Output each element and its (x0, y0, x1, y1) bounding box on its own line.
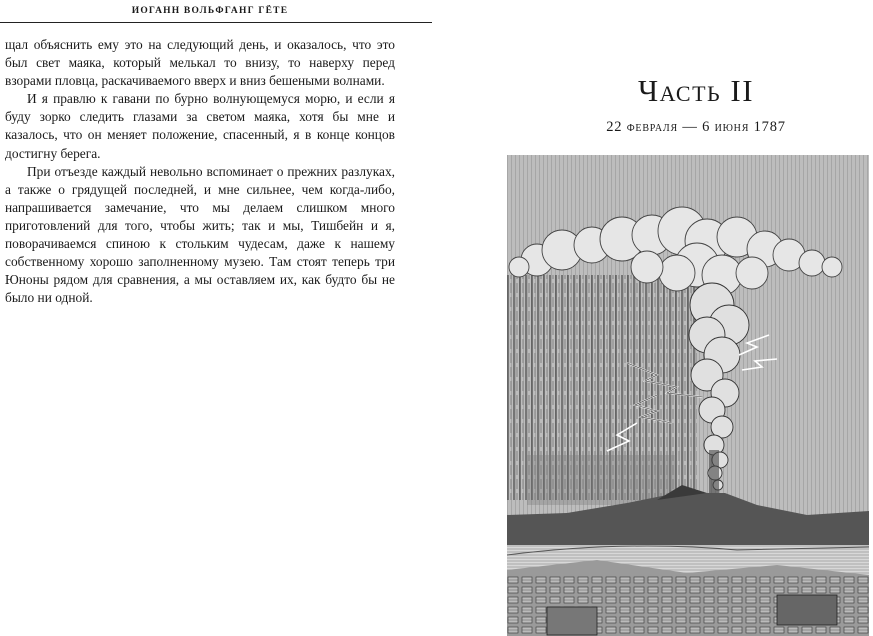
header-rule (0, 22, 432, 23)
running-head: ИОГАНН ВОЛЬФГАНГ ГЁТЕ (131, 6, 289, 16)
part-title: Часть II (637, 73, 755, 108)
paragraph: При отъезде каждый невольно вспоминает о прежних разлуках, а также о грядущей последней, и мне сильнее, чем когда-либо, напрашивается замечание, что мы делаем слишком много приготовлений для того, чтобы жить; так и мы, Тишбейн и я, поворачиваемся спиною к стольким чудесам, даже к нашему собственному хорошо заполненному музею. Там стоят теперь три Юноны рядом для сравнения, а мы оставляем их, как будто бы не было ни одной. (5, 163, 395, 306)
paragraph: И я правлю к гавани по бурно волнующемуся морю, и если я буду зорко следить глазами за светом маяка, хотя бы мне и казалось, что он меняет положение, спасенный, я в конце концов достигну берега. (5, 91, 395, 161)
volcano-engraving (507, 155, 869, 636)
left-page-text (5, 36, 395, 307)
part-dates: 22 февраля — 6 июня 1787 (606, 119, 786, 135)
paragraph: щал объяснить ему это на следующий день, и оказалось, что это был свет маяка, который мелькал то внизу, то наверху перед взорами пловца, раскачиваемого вверх и вниз бешеными волнами. (5, 37, 395, 89)
